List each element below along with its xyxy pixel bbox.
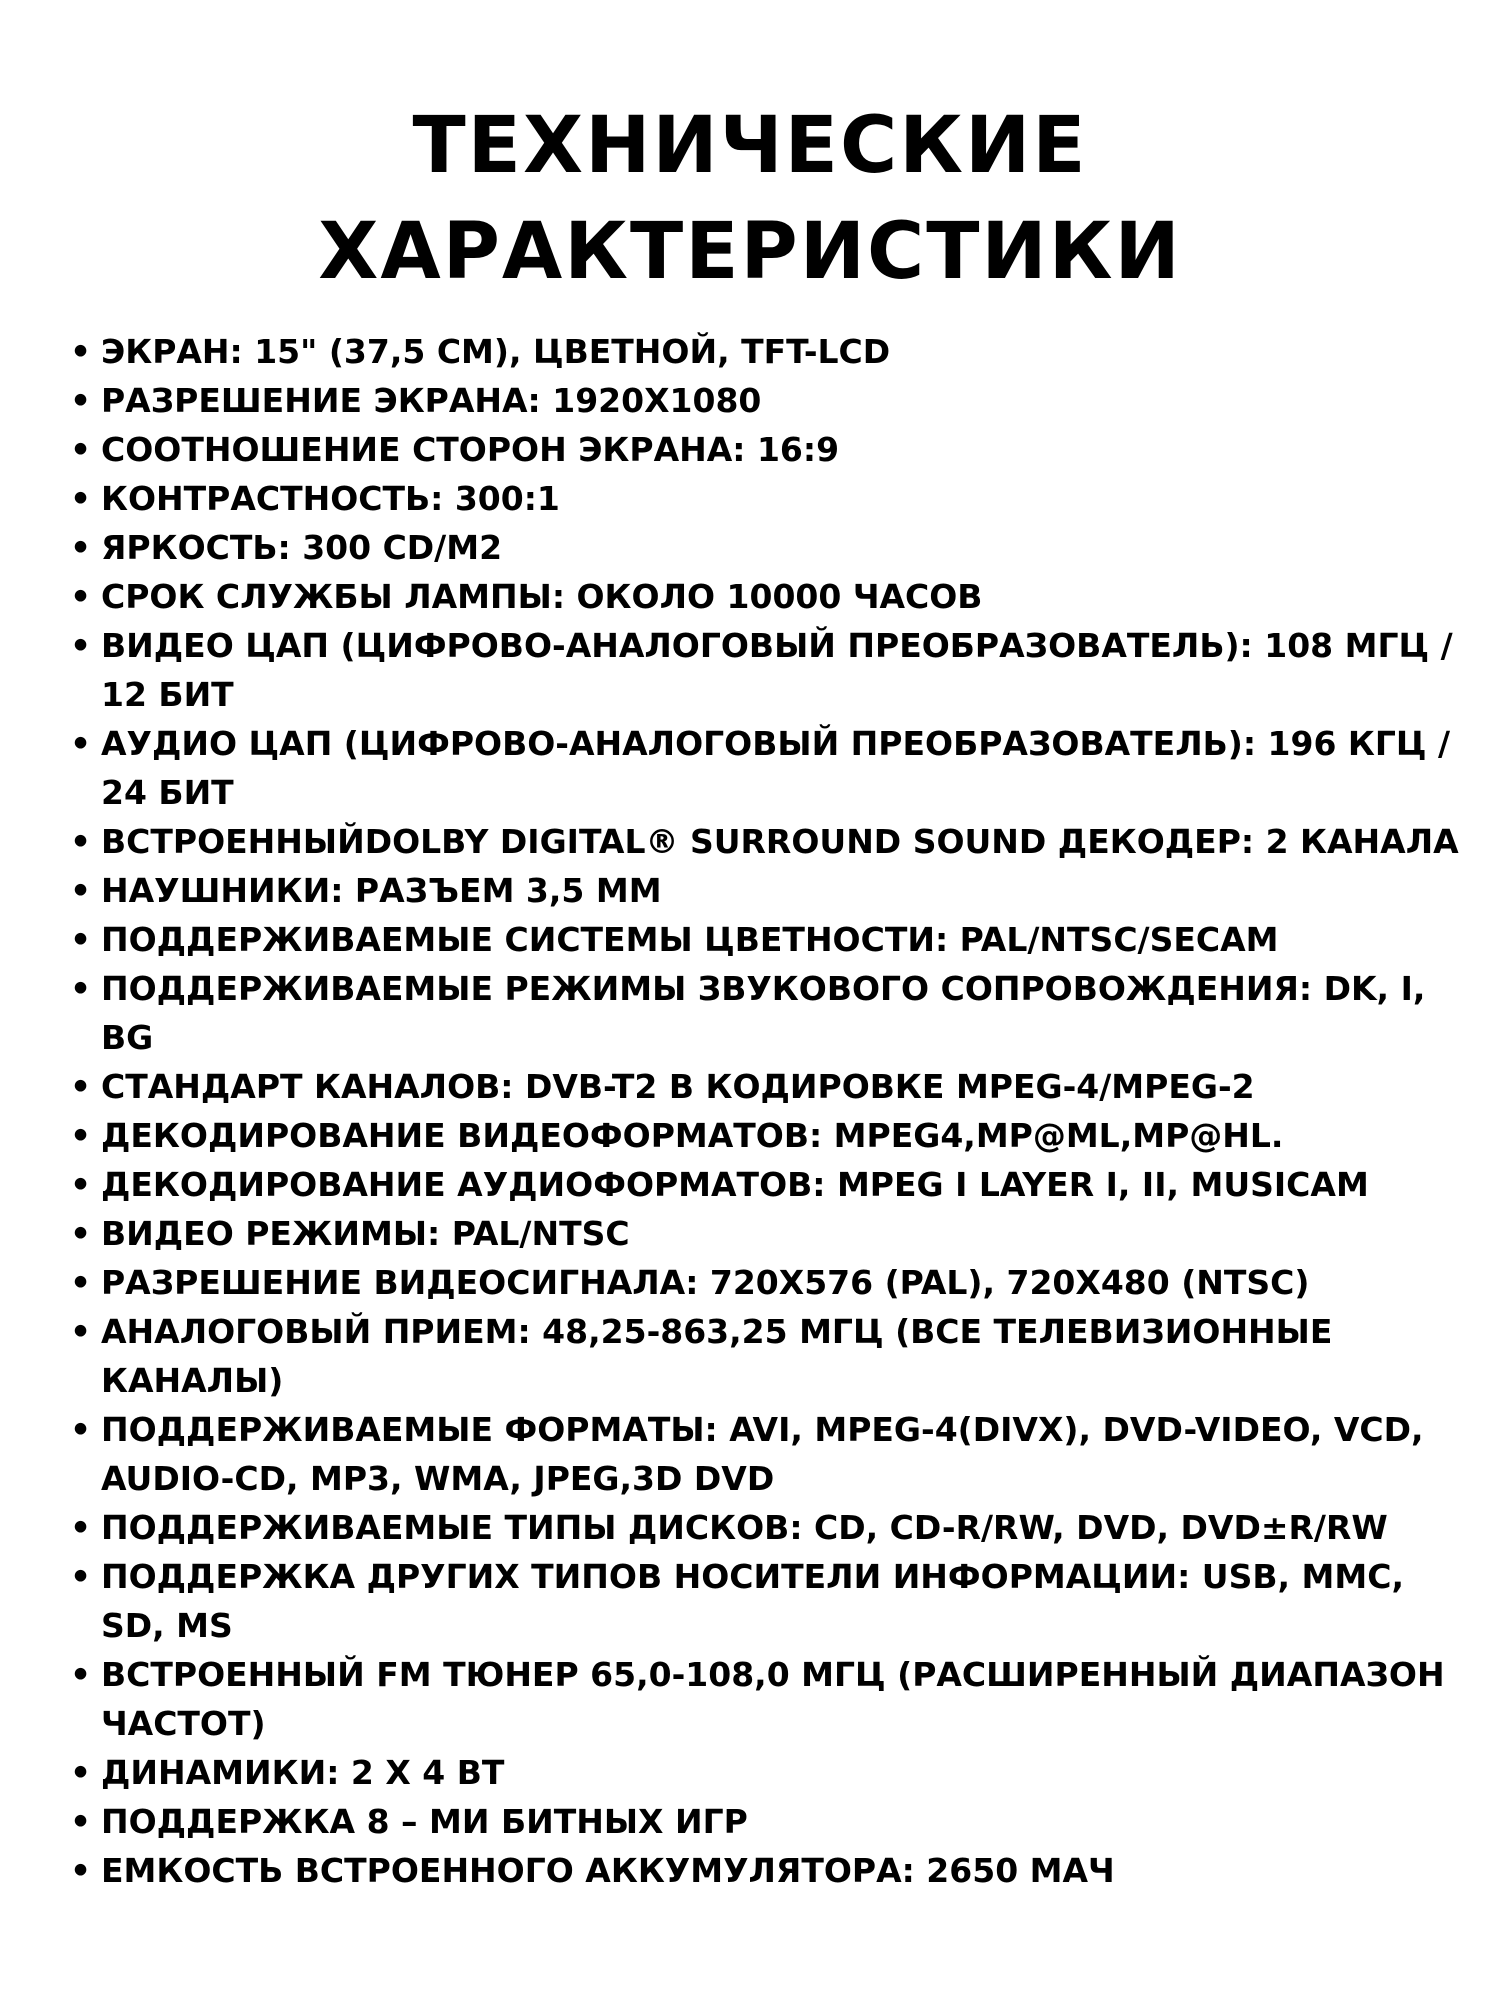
spec-text: НАУШНИКИ: РАЗЪЕМ 3,5 ММ bbox=[101, 871, 662, 910]
spec-item-video-modes bbox=[66, 1209, 1466, 1258]
bullet-icon: • bbox=[70, 1851, 92, 1890]
bullet-icon: • bbox=[70, 479, 92, 518]
bullet-icon: • bbox=[70, 528, 92, 567]
spec-text: ПОДДЕРЖКА 8 – МИ БИТНЫХ ИГР bbox=[101, 1802, 748, 1841]
spec-item-games bbox=[66, 1797, 1466, 1846]
spec-item-video-dac bbox=[66, 621, 1466, 719]
bullet-icon: • bbox=[70, 430, 92, 469]
bullet-icon: • bbox=[70, 1263, 92, 1302]
bullet-icon: • bbox=[70, 1116, 92, 1155]
spec-text: ВСТРОЕННЫЙDOLBY DIGITAL® SURROUND SOUND ДЕКОДЕР: 2 КАНАЛА bbox=[101, 822, 1459, 861]
bullet-icon: • bbox=[70, 626, 92, 665]
bullet-icon: • bbox=[70, 1508, 92, 1547]
spec-text: ПОДДЕРЖИВАЕМЫЕ СИСТЕМЫ ЦВЕТНОСТИ: PAL/NTSC/SECAM bbox=[101, 920, 1279, 959]
bullet-icon: • bbox=[70, 1067, 92, 1106]
spec-item-screen bbox=[66, 327, 1466, 376]
spec-item-supported-formats bbox=[66, 1405, 1466, 1503]
bullet-icon: • bbox=[70, 1165, 92, 1204]
spec-text: ПОДДЕРЖИВАЕМЫЕ РЕЖИМЫ ЗВУКОВОГО СОПРОВОЖДЕНИЯ: DK, I, BG bbox=[101, 969, 1426, 1057]
bullet-icon: • bbox=[70, 724, 92, 763]
spec-item-resolution bbox=[66, 376, 1466, 425]
bullet-icon: • bbox=[70, 332, 92, 371]
page-title bbox=[0, 93, 1500, 305]
spec-item-lamp-life bbox=[66, 572, 1466, 621]
spec-list bbox=[66, 327, 1466, 1895]
spec-item-video-decoding bbox=[66, 1111, 1466, 1160]
spec-item-aspect-ratio bbox=[66, 425, 1466, 474]
bullet-icon: • bbox=[70, 1753, 92, 1792]
spec-text: ПОДДЕРЖКА ДРУГИХ ТИПОВ НОСИТЕЛИ ИНФОРМАЦИИ: USB, MMC, SD, MS bbox=[101, 1557, 1404, 1645]
spec-text: АУДИО ЦАП (ЦИФРОВО-АНАЛОГОВЫЙ ПРЕОБРАЗОВАТЕЛЬ): 196 КГЦ / 24 БИТ bbox=[101, 724, 1451, 812]
spec-item-analog-reception bbox=[66, 1307, 1466, 1405]
bullet-icon: • bbox=[70, 1214, 92, 1253]
spec-text: ПОДДЕРЖИВАЕМЫЕ ФОРМАТЫ: AVI, MPEG-4(DIVX), DVD-VIDEO, VCD, AUDIO-CD, MP3, WMA, JPEG,3D DVD bbox=[101, 1410, 1424, 1498]
spec-text: СТАНДАРТ КАНАЛОВ: DVB-T2 В КОДИРОВКЕ MPEG-4/MPEG-2 bbox=[101, 1067, 1255, 1106]
spec-text: АНАЛОГОВЫЙ ПРИЕМ: 48,25-863,25 МГЦ (ВСЕ ТЕЛЕВИЗИОННЫЕ КАНАЛЫ) bbox=[101, 1312, 1333, 1400]
spec-item-disc-types bbox=[66, 1503, 1466, 1552]
bullet-icon: • bbox=[70, 1312, 92, 1351]
spec-text: РАЗРЕШЕНИЕ ВИДЕОСИГНАЛА: 720X576 (PAL), 720X480 (NTSC) bbox=[101, 1263, 1310, 1302]
title-line-1: ТЕХНИЧЕСКИЕ bbox=[412, 101, 1088, 191]
spec-text: КОНТРАСТНОСТЬ: 300:1 bbox=[101, 479, 560, 518]
spec-text: РАЗРЕШЕНИЕ ЭКРАНА: 1920X1080 bbox=[101, 381, 762, 420]
bullet-icon: • bbox=[70, 1802, 92, 1841]
spec-text: ВИДЕО РЕЖИМЫ: PAL/NTSC bbox=[101, 1214, 630, 1253]
bullet-icon: • bbox=[70, 1410, 92, 1449]
bullet-icon: • bbox=[70, 822, 92, 861]
title-line-2: ХАРАКТЕРИСТИКИ bbox=[318, 207, 1182, 297]
spec-text: ЕМКОСТЬ ВСТРОЕННОГО АККУМУЛЯТОРА: 2650 МАЧ bbox=[101, 1851, 1115, 1890]
spec-item-speakers bbox=[66, 1748, 1466, 1797]
spec-text: ЯРКОСТЬ: 300 CD/M2 bbox=[101, 528, 503, 567]
spec-text: СООТНОШЕНИЕ СТОРОН ЭКРАНА: 16:9 bbox=[101, 430, 840, 469]
spec-item-audio-decoding bbox=[66, 1160, 1466, 1209]
spec-item-brightness bbox=[66, 523, 1466, 572]
spec-text: СРОК СЛУЖБЫ ЛАМПЫ: ОКОЛО 10000 ЧАСОВ bbox=[101, 577, 983, 616]
bullet-icon: • bbox=[70, 1655, 92, 1694]
spec-item-headphones bbox=[66, 866, 1466, 915]
spec-item-channel-standard bbox=[66, 1062, 1466, 1111]
spec-item-video-signal-resolution bbox=[66, 1258, 1466, 1307]
spec-item-media-support bbox=[66, 1552, 1466, 1650]
spec-item-dolby-decoder bbox=[66, 817, 1466, 866]
bullet-icon: • bbox=[70, 381, 92, 420]
bullet-icon: • bbox=[70, 920, 92, 959]
spec-item-audio-dac bbox=[66, 719, 1466, 817]
spec-item-sound-modes bbox=[66, 964, 1466, 1062]
spec-text: ЭКРАН: 15" (37,5 СМ), ЦВЕТНОЙ, TFT-LCD bbox=[101, 332, 891, 371]
spec-item-contrast bbox=[66, 474, 1466, 523]
bullet-icon: • bbox=[70, 871, 92, 910]
spec-item-color-systems bbox=[66, 915, 1466, 964]
spec-text: ДЕКОДИРОВАНИЕ ВИДЕОФОРМАТОВ: MPEG4,MP@ML,MP@HL. bbox=[101, 1116, 1284, 1155]
bullet-icon: • bbox=[70, 1557, 92, 1596]
bullet-icon: • bbox=[70, 577, 92, 616]
bullet-icon: • bbox=[70, 969, 92, 1008]
spec-text: ВСТРОЕННЫЙ FM ТЮНЕР 65,0-108,0 МГЦ (РАСШИРЕННЫЙ ДИАПАЗОН ЧАСТОТ) bbox=[101, 1655, 1445, 1743]
spec-item-battery bbox=[66, 1846, 1466, 1895]
spec-text: ДИНАМИКИ: 2 Х 4 ВТ bbox=[101, 1753, 505, 1792]
spec-text: ПОДДЕРЖИВАЕМЫЕ ТИПЫ ДИСКОВ: CD, CD-R/RW, DVD, DVD±R/RW bbox=[101, 1508, 1388, 1547]
spec-item-fm-tuner bbox=[66, 1650, 1466, 1748]
spec-text: ВИДЕО ЦАП (ЦИФРОВО-АНАЛОГОВЫЙ ПРЕОБРАЗОВАТЕЛЬ): 108 МГЦ / 12 БИТ bbox=[101, 626, 1453, 714]
spec-text: ДЕКОДИРОВАНИЕ АУДИОФОРМАТОВ: MPEG I LAYER I, II, MUSICAM bbox=[101, 1165, 1369, 1204]
